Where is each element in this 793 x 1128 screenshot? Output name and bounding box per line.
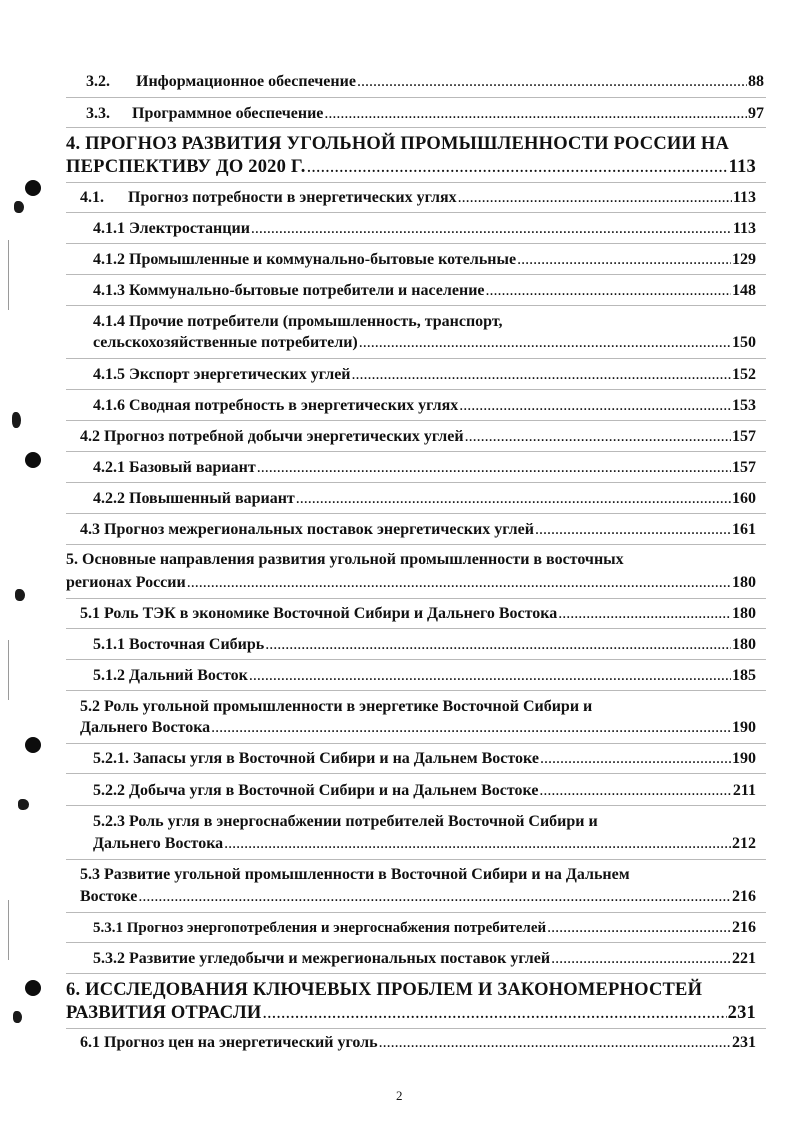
scan-edge-line (8, 640, 9, 700)
toc-entry-5-2-3[interactable] (93, 835, 756, 853)
toc-page: 185 (732, 667, 756, 684)
punch-hole (25, 452, 41, 468)
toc-title: 5.2.1. Запасы угля в Восточной Сибири и на Дальнем Востоке (93, 750, 539, 767)
leader-dots (187, 574, 731, 592)
row-separator (66, 773, 766, 774)
toc-title: 6.1 Прогноз цен на энергетический уголь (80, 1034, 378, 1051)
leader-dots (265, 636, 731, 654)
toc-page: 157 (732, 459, 756, 476)
leader-dots (547, 919, 731, 937)
toc-entry-5-1-2[interactable] (93, 667, 756, 685)
toc-page: 221 (732, 950, 756, 967)
toc-page: 211 (732, 782, 756, 799)
toc-entry-4-2-1[interactable] (93, 459, 756, 477)
toc-entry-5-1[interactable] (80, 605, 756, 623)
row-separator (66, 305, 766, 306)
toc-chapter-5[interactable] (66, 574, 756, 592)
row-separator (66, 274, 766, 275)
leader-dots (379, 1034, 731, 1052)
row-separator (66, 1028, 766, 1029)
leader-dots (324, 105, 747, 123)
toc-page: 216 (732, 919, 756, 936)
row-separator (66, 97, 766, 98)
toc-title: 5.3.1 Прогноз энергопотребления и энергоснабжения потребителей (93, 920, 547, 936)
toc-page: 190 (732, 719, 756, 736)
toc-page: 150 (732, 334, 756, 351)
toc-title: РАЗВИТИЯ ОТРАСЛИ (66, 1003, 262, 1023)
toc-title: 4.1.2 Промышленные и коммунально-бытовые котельные (93, 251, 517, 268)
toc-entry-4-2[interactable] (80, 428, 756, 446)
toc-entry-3-3[interactable] (86, 105, 764, 123)
row-separator (66, 513, 766, 514)
toc-entry-4-1-4-line1[interactable]: 4.1.4 Прочие потребители (промышленность, транспорт, (93, 313, 503, 330)
toc-title: 4.3 Прогноз межрегиональных поставок энергетических углей (80, 521, 534, 538)
toc-entry-5-1-1[interactable] (93, 636, 756, 654)
row-separator (66, 912, 766, 913)
toc-page: 160 (732, 490, 756, 507)
toc-title: 4.2 Прогноз потребной добычи энергетических углей (80, 428, 464, 445)
toc-entry-5-2-2[interactable] (93, 782, 756, 800)
toc-page: 180 (732, 574, 756, 591)
toc-page: 216 (732, 888, 756, 905)
row-separator (66, 451, 766, 452)
toc-chapter-5-line1[interactable]: 5. Основные направления развития угольной промышленности в восточных (66, 551, 624, 568)
row-separator (66, 628, 766, 629)
leader-dots (307, 157, 728, 178)
leader-dots (257, 459, 731, 477)
row-separator (66, 544, 766, 545)
toc-page: 152 (732, 366, 756, 383)
toc-title: 5.3.2 Развитие угледобычи и межрегиональных поставок углей (93, 950, 551, 967)
toc-title: 4.1.1 Электростанции (93, 220, 250, 237)
page-number: 2 (396, 1088, 403, 1103)
row-separator (66, 182, 766, 183)
leader-dots (458, 189, 732, 207)
row-separator (66, 420, 766, 421)
toc-entry-5-2-line1[interactable]: 5.2 Роль угольной промышленности в энергетике Восточной Сибири и (80, 698, 593, 715)
toc-page: 180 (732, 605, 756, 622)
leader-dots (465, 428, 731, 446)
toc-title: 4.1.3 Коммунально-бытовые потребители и население (93, 282, 485, 299)
toc-entry-5-3[interactable] (80, 888, 756, 906)
toc-title: 4.2.1 Базовый вариант (93, 459, 256, 476)
toc-entry-4-3[interactable] (80, 521, 756, 539)
row-separator (66, 942, 766, 943)
scan-edge-line (8, 900, 9, 960)
toc-entry-5-2-1[interactable] (93, 750, 756, 768)
row-separator (66, 690, 766, 691)
punch-hole (25, 737, 41, 753)
toc-title: Программное обеспечение (132, 105, 324, 122)
toc-entry-4-1-3[interactable] (93, 282, 756, 300)
toc-chapter-6[interactable] (66, 1003, 756, 1024)
toc-page: 88 (748, 73, 764, 90)
toc-title: 5.1.1 Восточная Сибирь (93, 636, 265, 653)
toc-page: 113 (732, 189, 756, 206)
punch-hole (25, 180, 41, 196)
toc-title: 4.1.5 Экспорт энергетических углей (93, 366, 351, 383)
scan-speck (15, 589, 25, 601)
toc-title: Востоке (80, 888, 138, 905)
leader-dots (551, 950, 731, 968)
scan-edge-line (8, 240, 9, 310)
row-separator (66, 659, 766, 660)
toc-title: Прогноз потребности в энергетических углях (128, 189, 457, 206)
scan-speck (14, 201, 24, 213)
toc-page: 129 (732, 251, 756, 268)
toc-title: сельскохозяйственные потребители) (93, 334, 358, 351)
toc-page: 212 (732, 835, 756, 852)
toc-number: 3.2. (86, 73, 110, 90)
toc-title: регионах России (66, 574, 186, 591)
toc-page: 180 (732, 636, 756, 653)
toc-entry-4-2-2[interactable] (93, 490, 756, 508)
toc-page: 113 (732, 220, 756, 237)
toc-entry-5-3-2[interactable] (93, 950, 756, 968)
toc-page: 190 (732, 750, 756, 767)
toc-page: 148 (732, 282, 756, 299)
toc-page: 157 (732, 428, 756, 445)
toc-entry-4-1-5[interactable] (93, 366, 756, 384)
leader-dots (486, 282, 731, 300)
toc-entry-4-1[interactable] (80, 189, 756, 207)
toc-title: ПЕРСПЕКТИВУ ДО 2020 Г. (66, 157, 306, 177)
toc-title: 5.2.2 Добыча угля в Восточной Сибири и на Дальнем Востоке (93, 782, 539, 799)
toc-page: 231 (727, 1003, 756, 1023)
toc-entry-3-2[interactable] (86, 73, 764, 91)
leader-dots (249, 667, 731, 685)
toc-title: 4.2.2 Повышенный вариант (93, 490, 295, 507)
toc-title: Информационное обеспечение (136, 73, 356, 90)
toc-page: 153 (732, 397, 756, 414)
leader-dots (540, 750, 731, 768)
leader-dots (359, 334, 731, 352)
toc-chapter-6-line1[interactable]: 6. ИССЛЕДОВАНИЯ КЛЮЧЕВЫХ ПРОБЛЕМ И ЗАКОНОМЕРНОСТЕЙ (66, 980, 703, 1000)
toc-entry-6-1[interactable] (80, 1034, 756, 1052)
toc-title: Дальнего Востока (93, 835, 224, 852)
leader-dots (535, 521, 731, 539)
row-separator (66, 243, 766, 244)
toc-entry-4-1-1[interactable] (93, 220, 756, 238)
toc-page: 231 (732, 1034, 756, 1051)
scan-speck (12, 412, 21, 428)
scan-speck (18, 799, 29, 810)
leader-dots (296, 490, 731, 508)
leader-dots (211, 719, 731, 737)
row-separator (66, 973, 766, 974)
row-separator (66, 389, 766, 390)
punch-hole (25, 980, 41, 996)
toc-title: Дальнего Востока (80, 719, 211, 736)
toc-entry-4-1-6[interactable] (93, 397, 756, 415)
row-separator (66, 859, 766, 860)
toc-title: 4.1.6 Сводная потребность в энергетических углях (93, 397, 459, 414)
toc-title: 5.1.2 Дальний Восток (93, 667, 248, 684)
leader-dots (539, 782, 731, 800)
leader-dots (138, 888, 731, 906)
leader-dots (262, 1003, 726, 1024)
toc-number: 4.1. (80, 189, 104, 206)
row-separator (66, 212, 766, 213)
leader-dots (459, 397, 731, 415)
toc-chapter-4[interactable] (66, 157, 756, 178)
toc-page: 97 (748, 105, 764, 122)
toc-entry-4-1-2[interactable] (93, 251, 756, 269)
toc-title: 5.1 Роль ТЭК в экономике Восточной Сибири и Дальнего Востока (80, 605, 558, 622)
leader-dots (558, 605, 731, 623)
toc-entry-5-3-line1[interactable]: 5.3 Развитие угольной промышленности в Восточной Сибири и на Дальнем (80, 866, 630, 883)
row-separator (66, 482, 766, 483)
toc-chapter-4-line1[interactable]: 4. ПРОГНОЗ РАЗВИТИЯ УГОЛЬНОЙ ПРОМЫШЛЕННОСТИ РОССИИ НА (66, 134, 730, 154)
toc-page: 113 (728, 157, 756, 177)
toc-entry-4-1-4[interactable] (93, 334, 756, 352)
toc-number: 3.3. (86, 105, 110, 122)
leader-dots (224, 835, 731, 853)
row-separator (66, 598, 766, 599)
toc-page: 161 (732, 521, 756, 538)
leader-dots (352, 366, 731, 384)
row-separator (66, 127, 766, 128)
toc-entry-5-3-1[interactable] (93, 919, 756, 937)
toc-entry-5-2-3-line1[interactable]: 5.2.3 Роль угля в энергоснабжении потребителей Восточной Сибири и (93, 813, 598, 830)
leader-dots (517, 251, 731, 269)
leader-dots (357, 73, 747, 91)
row-separator (66, 805, 766, 806)
leader-dots (251, 220, 732, 238)
row-separator (66, 743, 766, 744)
toc-entry-5-2[interactable] (80, 719, 756, 737)
scan-speck (13, 1011, 22, 1023)
row-separator (66, 358, 766, 359)
